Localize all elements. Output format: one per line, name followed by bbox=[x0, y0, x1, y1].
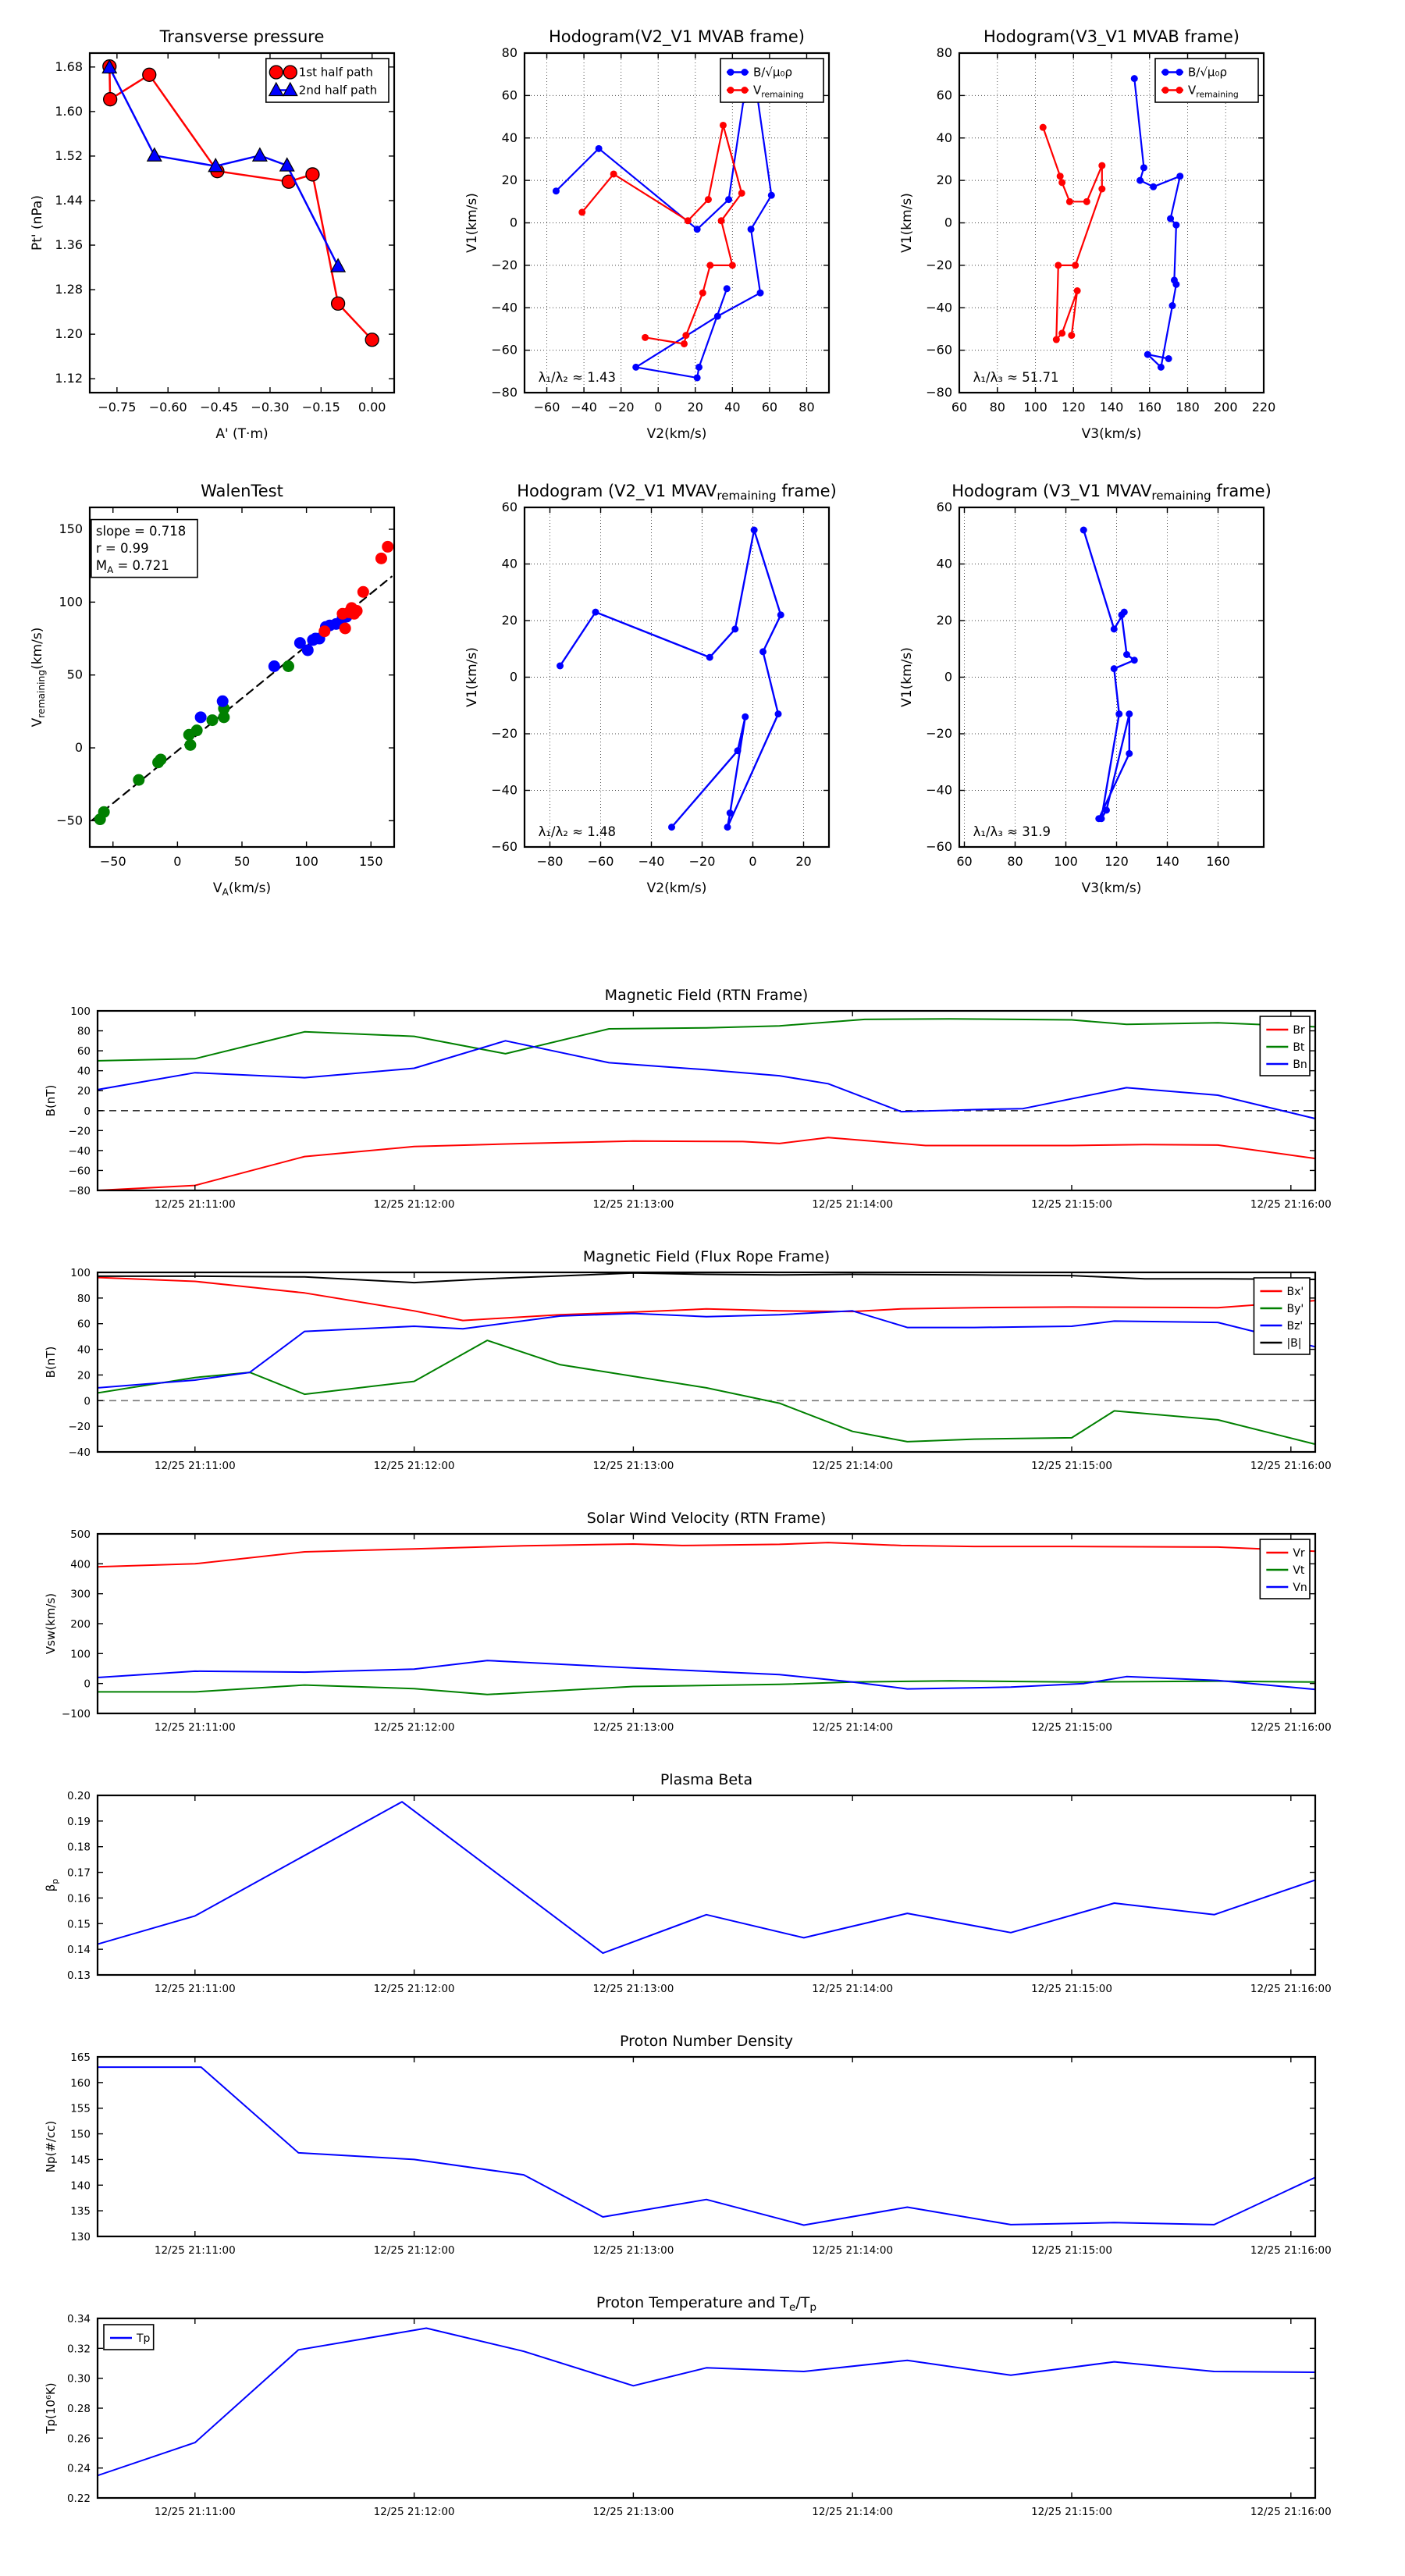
svg-text:0.13: 0.13 bbox=[66, 1969, 91, 1982]
svg-text:120: 120 bbox=[1104, 854, 1129, 869]
svg-text:40: 40 bbox=[76, 1065, 91, 1078]
svg-text:−40: −40 bbox=[926, 300, 952, 315]
svg-text:140: 140 bbox=[70, 2179, 91, 2193]
svg-text:12/25 21:14:00: 12/25 21:14:00 bbox=[812, 2506, 894, 2518]
svg-text:60: 60 bbox=[76, 1045, 91, 1059]
svg-text:MA = 0.721: $M_A = 0.721$ bbox=[95, 558, 169, 576]
svg-text:B(nT): B(nT) bbox=[44, 1346, 58, 1379]
svg-text:12/25 21:12:00: 12/25 21:12:00 bbox=[373, 1460, 455, 1472]
svg-text:20: 20 bbox=[76, 1369, 91, 1382]
svg-text:−60: −60 bbox=[491, 839, 518, 854]
svg-text:Vsw(km/s): Vsw(km/s) bbox=[44, 1592, 58, 1655]
svg-text:−20: −20 bbox=[926, 726, 952, 741]
svg-text:βp: $\beta_p$ bbox=[44, 1878, 60, 1892]
svg-text:−20: −20 bbox=[491, 257, 518, 272]
svg-text:60: 60 bbox=[951, 400, 968, 415]
svg-text:80: 80 bbox=[501, 45, 518, 60]
svg-text:Bt: Bt bbox=[1293, 1041, 1305, 1054]
svg-text:300: 300 bbox=[70, 1588, 91, 1601]
svg-text:12/25 21:13:00: 12/25 21:13:00 bbox=[592, 1198, 674, 1211]
svg-text:12/25 21:11:00: 12/25 21:11:00 bbox=[154, 1983, 236, 1995]
svg-text:40: 40 bbox=[936, 130, 952, 145]
svg-text:120: 120 bbox=[1061, 400, 1086, 415]
svg-text:0.14: 0.14 bbox=[66, 1944, 91, 1957]
svg-text:20: 20 bbox=[936, 173, 952, 188]
svg-text:12/25 21:14:00: 12/25 21:14:00 bbox=[812, 1198, 894, 1211]
svg-text:20: 20 bbox=[501, 613, 518, 628]
svg-text:Solar Wind Velocity (RTN Frame: Solar Wind Velocity (RTN Frame) bbox=[586, 1510, 827, 1527]
svg-text:0: 0 bbox=[749, 854, 757, 869]
svg-text:Tp: Tp bbox=[137, 2332, 151, 2345]
svg-text:200: 200 bbox=[70, 1618, 91, 1631]
svg-text:Hodogram (V3_V1 MVAVremaining: Hodogram (V3_V1 MVAVremaining frame) bbox=[951, 482, 1272, 503]
svg-text:60: 60 bbox=[501, 87, 518, 103]
svg-text:60: 60 bbox=[936, 87, 952, 103]
svg-text:500: 500 bbox=[70, 1528, 91, 1541]
svg-text:60: 60 bbox=[761, 400, 778, 415]
svg-text:12/25 21:12:00: 12/25 21:12:00 bbox=[373, 1721, 455, 1734]
svg-text:0: 0 bbox=[509, 215, 518, 230]
svg-text:80: 80 bbox=[989, 400, 1005, 415]
svg-text:0.16: 0.16 bbox=[66, 1892, 91, 1905]
svg-text:12/25 21:16:00: 12/25 21:16:00 bbox=[1250, 1983, 1332, 1995]
svg-text:Hodogram(V3_V1 MVAB frame): Hodogram(V3_V1 MVAB frame) bbox=[984, 27, 1240, 46]
svg-text:150: 150 bbox=[358, 854, 383, 869]
svg-text:140: 140 bbox=[1155, 854, 1179, 869]
svg-text:400: 400 bbox=[70, 1558, 91, 1571]
svg-text:0: 0 bbox=[944, 669, 952, 685]
svg-text:12/25 21:14:00: 12/25 21:14:00 bbox=[812, 1983, 894, 1995]
svg-text:−40: −40 bbox=[571, 400, 597, 415]
hodogram-v3v1-mvab-plot bbox=[881, 14, 1305, 467]
walen-test-plot bbox=[12, 468, 436, 921]
svg-text:1.68: 1.68 bbox=[55, 59, 83, 74]
svg-text:40: 40 bbox=[76, 1343, 91, 1357]
svg-text:20: 20 bbox=[687, 400, 703, 415]
svg-text:−40: −40 bbox=[491, 782, 518, 798]
svg-text:12/25 21:14:00: 12/25 21:14:00 bbox=[812, 1460, 894, 1472]
svg-text:50: 50 bbox=[66, 667, 83, 682]
svg-text:Transverse pressure: Transverse pressure bbox=[159, 27, 325, 46]
svg-text:155: 155 bbox=[70, 2102, 91, 2115]
svg-text:V1(km/s): V1(km/s) bbox=[899, 647, 915, 707]
svg-text:100: 100 bbox=[70, 1267, 91, 1279]
svg-text:WalenTest: WalenTest bbox=[201, 482, 283, 500]
svg-text:−40: −40 bbox=[68, 1446, 91, 1459]
svg-text:V1(km/s): V1(km/s) bbox=[464, 193, 480, 253]
svg-text:Hodogram (V2_V1 MVAVremaining: Hodogram (V2_V1 MVAVremaining frame) bbox=[517, 482, 837, 503]
svg-text:80: 80 bbox=[76, 1292, 91, 1305]
svg-text:0.18: 0.18 bbox=[66, 1841, 91, 1854]
magnetic-field-fluxrope-plot bbox=[23, 1237, 1350, 1495]
svg-text:180: 180 bbox=[1176, 400, 1200, 415]
svg-text:0.17: 0.17 bbox=[66, 1866, 91, 1880]
svg-text:Np(#/cc): Np(#/cc) bbox=[44, 2120, 58, 2173]
svg-text:12/25 21:11:00: 12/25 21:11:00 bbox=[154, 1721, 236, 1734]
svg-text:Proton Number Density: Proton Number Density bbox=[620, 2033, 793, 2050]
svg-text:Plasma Beta: Plasma Beta bbox=[660, 1771, 753, 1788]
svg-text:2nd half path: 2nd half path bbox=[298, 83, 378, 98]
svg-text:r = 0.99: r = 0.99 bbox=[95, 541, 149, 557]
svg-text:−40: −40 bbox=[926, 782, 952, 798]
svg-text:V3(km/s): V3(km/s) bbox=[1081, 881, 1142, 896]
svg-text:Bn: Bn bbox=[1293, 1059, 1307, 1071]
svg-text:B/√μ₀ρ: B/√μ₀ρ bbox=[753, 65, 792, 80]
svg-text:80: 80 bbox=[936, 45, 952, 60]
svg-text:1.52: 1.52 bbox=[55, 148, 83, 163]
svg-text:−80: −80 bbox=[68, 1185, 91, 1197]
svg-text:12/25 21:15:00: 12/25 21:15:00 bbox=[1031, 1460, 1112, 1472]
svg-text:60: 60 bbox=[956, 854, 973, 869]
svg-text:1.44: 1.44 bbox=[55, 192, 83, 208]
svg-text:12/25 21:12:00: 12/25 21:12:00 bbox=[373, 1198, 455, 1211]
svg-text:0.20: 0.20 bbox=[66, 1790, 91, 1802]
svg-text:λ₁/λ₃ ≈ 51.71: λ₁/λ₃ ≈ 51.71 bbox=[973, 370, 1059, 386]
svg-text:Bx': Bx' bbox=[1286, 1286, 1304, 1298]
transverse-pressure-plot bbox=[12, 14, 436, 467]
proton-number-density-plot bbox=[23, 2022, 1350, 2279]
svg-text:12/25 21:15:00: 12/25 21:15:00 bbox=[1031, 2506, 1112, 2518]
svg-text:VA(km/s): $V_A(km/s)$ bbox=[212, 881, 272, 898]
magnetic-field-rtn-plot bbox=[23, 976, 1350, 1233]
svg-text:0.26: 0.26 bbox=[66, 2432, 91, 2446]
svg-text:Tp(10⁶K): Tp(10⁶K) bbox=[44, 2382, 58, 2434]
svg-text:Br: Br bbox=[1293, 1024, 1305, 1037]
svg-text:1.60: 1.60 bbox=[55, 103, 83, 119]
svg-text:−20: −20 bbox=[926, 257, 952, 272]
svg-text:100: 100 bbox=[294, 854, 318, 869]
svg-text:−60: −60 bbox=[926, 342, 952, 358]
svg-text:−0.60: −0.60 bbox=[148, 400, 187, 415]
svg-text:−40: −40 bbox=[491, 300, 518, 315]
svg-text:100: 100 bbox=[1054, 854, 1078, 869]
svg-text:12/25 21:12:00: 12/25 21:12:00 bbox=[373, 2506, 455, 2518]
svg-text:−60: −60 bbox=[587, 854, 614, 869]
plasma-beta-plot bbox=[23, 1760, 1350, 2018]
svg-text:−60: −60 bbox=[926, 839, 952, 854]
svg-text:220: 220 bbox=[1251, 400, 1276, 415]
svg-text:40: 40 bbox=[724, 400, 741, 415]
svg-text:V1(km/s): V1(km/s) bbox=[464, 647, 480, 707]
svg-text:80: 80 bbox=[1007, 854, 1023, 869]
svg-text:12/25 21:11:00: 12/25 21:11:00 bbox=[154, 1460, 236, 1472]
svg-text:−0.45: −0.45 bbox=[200, 400, 239, 415]
svg-text:12/25 21:13:00: 12/25 21:13:00 bbox=[592, 1983, 674, 1995]
svg-text:145: 145 bbox=[70, 2154, 91, 2167]
svg-text:12/25 21:14:00: 12/25 21:14:00 bbox=[812, 2244, 894, 2257]
svg-text:λ₁/λ₂ ≈ 1.43: λ₁/λ₂ ≈ 1.43 bbox=[538, 370, 616, 386]
svg-text:100: 100 bbox=[1023, 400, 1048, 415]
svg-text:−80: −80 bbox=[491, 385, 518, 400]
svg-text:−60: −60 bbox=[533, 400, 560, 415]
svg-text:12/25 21:11:00: 12/25 21:11:00 bbox=[154, 2244, 236, 2257]
svg-text:−0.75: −0.75 bbox=[98, 400, 137, 415]
svg-text:By': By' bbox=[1286, 1303, 1304, 1315]
svg-text:0.19: 0.19 bbox=[66, 1815, 91, 1828]
svg-text:135: 135 bbox=[70, 2205, 91, 2218]
svg-text:100: 100 bbox=[59, 594, 83, 610]
svg-text:−40: −40 bbox=[68, 1144, 91, 1158]
svg-text:−20: −20 bbox=[68, 1125, 91, 1138]
svg-text:λ₁/λ₃ ≈ 31.9: λ₁/λ₃ ≈ 31.9 bbox=[973, 824, 1051, 840]
svg-text:12/25 21:12:00: 12/25 21:12:00 bbox=[373, 1983, 455, 1995]
svg-text:12/25 21:11:00: 12/25 21:11:00 bbox=[154, 1198, 236, 1211]
svg-text:Vremaining: $V_{remaining}$ bbox=[1188, 83, 1239, 100]
svg-text:−80: −80 bbox=[926, 385, 952, 400]
svg-text:60: 60 bbox=[936, 500, 952, 514]
svg-text:80: 80 bbox=[76, 1025, 91, 1038]
svg-text:0: 0 bbox=[74, 740, 83, 756]
svg-text:B(nT): B(nT) bbox=[44, 1084, 58, 1117]
svg-text:Pt' (nPa): Pt' (nPa) bbox=[30, 195, 45, 251]
svg-text:12/25 21:16:00: 12/25 21:16:00 bbox=[1250, 1721, 1332, 1734]
svg-text:12/25 21:15:00: 12/25 21:15:00 bbox=[1031, 1721, 1112, 1734]
svg-text:12/25 21:11:00: 12/25 21:11:00 bbox=[154, 2506, 236, 2518]
svg-text:B/√μ₀ρ: B/√μ₀ρ bbox=[1188, 65, 1227, 80]
svg-text:0.34: 0.34 bbox=[66, 2313, 91, 2325]
svg-text:20: 20 bbox=[795, 854, 812, 869]
svg-text:100: 100 bbox=[70, 1648, 91, 1661]
svg-text:12/25 21:13:00: 12/25 21:13:00 bbox=[592, 1460, 674, 1472]
svg-text:Proton Temperature and Te/Tp: Proton Temperature and $T_e/T_p$ bbox=[596, 2294, 817, 2314]
svg-text:−0.15: −0.15 bbox=[301, 400, 340, 415]
svg-text:140: 140 bbox=[1099, 400, 1124, 415]
svg-text:1.28: 1.28 bbox=[55, 282, 83, 297]
svg-text:0.32: 0.32 bbox=[66, 2343, 91, 2356]
svg-text:λ₁/λ₂ ≈ 1.48: λ₁/λ₂ ≈ 1.48 bbox=[538, 824, 616, 840]
svg-text:A' (T·m): A' (T·m) bbox=[215, 426, 269, 442]
svg-text:12/25 21:15:00: 12/25 21:15:00 bbox=[1031, 1198, 1112, 1211]
svg-text:50: 50 bbox=[233, 854, 251, 869]
solar-wind-velocity-plot bbox=[23, 1499, 1350, 1756]
svg-text:40: 40 bbox=[936, 556, 952, 571]
svg-text:0: 0 bbox=[173, 854, 182, 869]
svg-text:100: 100 bbox=[70, 1005, 91, 1018]
svg-text:12/25 21:13:00: 12/25 21:13:00 bbox=[592, 1721, 674, 1734]
svg-text:0.24: 0.24 bbox=[66, 2462, 91, 2475]
svg-text:12/25 21:14:00: 12/25 21:14:00 bbox=[812, 1721, 894, 1734]
svg-text:12/25 21:13:00: 12/25 21:13:00 bbox=[592, 2506, 674, 2518]
svg-text:Magnetic Field (RTN Frame): Magnetic Field (RTN Frame) bbox=[604, 987, 809, 1004]
svg-text:V2(km/s): V2(km/s) bbox=[646, 426, 707, 442]
svg-text:80: 80 bbox=[799, 400, 815, 415]
svg-text:Hodogram(V2_V1 MVAB frame): Hodogram(V2_V1 MVAB frame) bbox=[549, 27, 805, 46]
svg-text:−60: −60 bbox=[491, 342, 518, 358]
svg-text:130: 130 bbox=[70, 2231, 91, 2243]
svg-text:0: 0 bbox=[944, 215, 952, 230]
svg-text:160: 160 bbox=[1206, 854, 1230, 869]
svg-text:40: 40 bbox=[501, 130, 518, 145]
svg-text:12/25 21:16:00: 12/25 21:16:00 bbox=[1250, 1460, 1332, 1472]
svg-text:−20: −20 bbox=[68, 1421, 91, 1434]
svg-text:0: 0 bbox=[654, 400, 663, 415]
svg-text:slope = 0.718: slope = 0.718 bbox=[95, 524, 187, 539]
svg-text:12/25 21:15:00: 12/25 21:15:00 bbox=[1031, 2244, 1112, 2257]
svg-text:0: 0 bbox=[84, 1395, 91, 1408]
svg-text:Vremaining(km/s): $V_{remaining}(km/s)$ bbox=[30, 627, 47, 728]
hodogram-v3v1-mvav-plot bbox=[881, 468, 1305, 921]
svg-text:160: 160 bbox=[70, 2076, 91, 2090]
svg-text:0.15: 0.15 bbox=[66, 1918, 91, 1931]
svg-text:−20: −20 bbox=[688, 854, 716, 869]
proton-temperature-plot bbox=[23, 2283, 1350, 2541]
svg-text:Vn: Vn bbox=[1293, 1582, 1307, 1594]
svg-text:0.00: 0.00 bbox=[357, 400, 386, 415]
svg-text:20: 20 bbox=[76, 1085, 91, 1098]
svg-text:−40: −40 bbox=[638, 854, 665, 869]
svg-text:1.36: 1.36 bbox=[55, 237, 83, 253]
svg-text:200: 200 bbox=[1213, 400, 1238, 415]
svg-text:0: 0 bbox=[84, 1678, 91, 1691]
svg-text:Magnetic Field (Flux Rope Fram: Magnetic Field (Flux Rope Frame) bbox=[582, 1248, 831, 1265]
svg-text:1st half path: 1st half path bbox=[298, 65, 373, 80]
svg-text:−20: −20 bbox=[491, 726, 518, 741]
svg-text:−20: −20 bbox=[607, 400, 635, 415]
svg-text:60: 60 bbox=[76, 1318, 91, 1331]
svg-text:20: 20 bbox=[501, 173, 518, 188]
svg-text:−0.30: −0.30 bbox=[251, 400, 290, 415]
svg-text:V2(km/s): V2(km/s) bbox=[646, 881, 707, 896]
svg-text:12/25 21:16:00: 12/25 21:16:00 bbox=[1250, 2244, 1332, 2257]
svg-text:V1(km/s): V1(km/s) bbox=[899, 193, 915, 253]
svg-text:12/25 21:16:00: 12/25 21:16:00 bbox=[1250, 2506, 1332, 2518]
svg-text:20: 20 bbox=[936, 613, 952, 628]
svg-text:−50: −50 bbox=[99, 854, 126, 869]
svg-text:0.30: 0.30 bbox=[66, 2372, 91, 2386]
svg-text:0.22: 0.22 bbox=[66, 2492, 91, 2505]
svg-text:Vt: Vt bbox=[1293, 1564, 1305, 1577]
hodogram-v2v1-mvab-plot bbox=[446, 14, 870, 467]
hodogram-v2v1-mvav-plot bbox=[446, 468, 870, 921]
svg-text:−60: −60 bbox=[68, 1165, 91, 1178]
svg-text:12/25 21:12:00: 12/25 21:12:00 bbox=[373, 2244, 455, 2257]
svg-text:1.12: 1.12 bbox=[55, 371, 83, 386]
svg-text:Vremaining: $V_{remaining}$ bbox=[753, 83, 804, 100]
svg-text:0: 0 bbox=[509, 669, 518, 685]
svg-text:150: 150 bbox=[70, 2128, 91, 2141]
svg-text:12/25 21:15:00: 12/25 21:15:00 bbox=[1031, 1983, 1112, 1995]
svg-text:0.28: 0.28 bbox=[66, 2403, 91, 2415]
svg-text:|B|: |B| bbox=[1286, 1337, 1302, 1350]
svg-text:12/25 21:16:00: 12/25 21:16:00 bbox=[1250, 1198, 1332, 1211]
svg-text:160: 160 bbox=[1137, 400, 1162, 415]
svg-text:−100: −100 bbox=[61, 1708, 91, 1720]
svg-text:165: 165 bbox=[70, 2051, 91, 2064]
svg-text:40: 40 bbox=[501, 556, 518, 571]
svg-text:−80: −80 bbox=[536, 854, 564, 869]
svg-text:−50: −50 bbox=[56, 813, 83, 828]
svg-text:1.20: 1.20 bbox=[55, 326, 83, 342]
svg-text:Vr: Vr bbox=[1293, 1547, 1305, 1560]
svg-text:60: 60 bbox=[501, 500, 518, 514]
svg-text:0: 0 bbox=[84, 1105, 91, 1118]
svg-text:12/25 21:13:00: 12/25 21:13:00 bbox=[592, 2244, 674, 2257]
svg-text:V3(km/s): V3(km/s) bbox=[1081, 426, 1142, 442]
svg-text:Bz': Bz' bbox=[1286, 1320, 1304, 1332]
svg-text:150: 150 bbox=[59, 521, 83, 537]
